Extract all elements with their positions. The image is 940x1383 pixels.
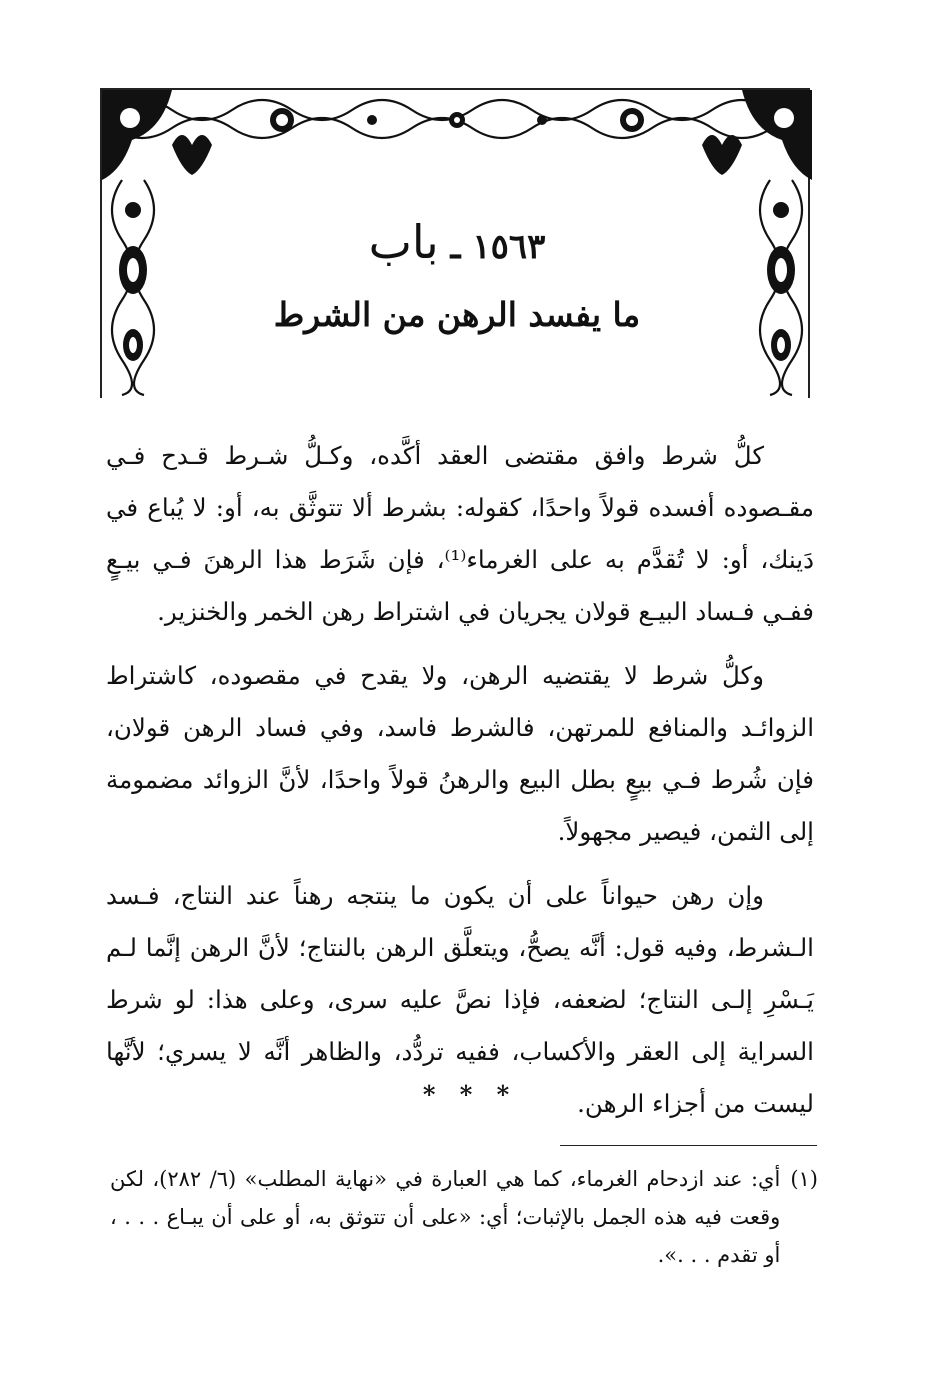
chapter-bab-word: باب — [368, 215, 439, 269]
paragraph-1: كلُّ شرط وافق مقتضى العقد أكَّده، وكـلُّ شـرط قـدح فـي مقـصوده أفسده قولاً واحدًا، كقوله: بشرط ألا تتوثَّق به، أو: لا يُباع في دَينك، أو: لا تُقدَّم به على الغرماء⁽¹⁾، فإن شَرَط هذا الرهنَ فـي بيـعٍ ففـي فـساد البيـع قولان يجريان في اشتراط رهن الخمر والخنزير. — [106, 441, 814, 626]
paragraph-3: وإن رهن حيواناً على أن يكون ما ينتجه رهناً عند النتاج، فـسد الـشرط، وفيه قول: أنَّه يصحُّ، ويتعلَّق الرهن بالنتاج؛ لأنَّ الرهن إنَّما لـم يَـسْرِ إلـى النتاج؛ لضعفه، فإذا نصَّ عليه سرى، وعلى هذا: لو شرط السراية إلى العقر والأكساب، ففيه تردُّد، والظاهر أنَّه لا يسري؛ لأنَّها ليست من أجزاء الرهن. — [106, 881, 814, 1118]
chapter-subtitle: ما يفسد الرهن من الشرط — [273, 295, 641, 334]
main-text — [106, 430, 814, 1142]
footnote-divider — [560, 1145, 817, 1146]
section-separator: * * * — [422, 1080, 518, 1109]
footnote — [110, 1160, 818, 1274]
footnote-number: (١) — [790, 1167, 818, 1191]
chapter-number: ١٥٦٣ ـ — [450, 227, 546, 267]
chapter-heading — [102, 215, 812, 269]
footnote-text: أي: عند ازدحام الغرماء، كما هي العبارة في «نهاية المطلب» (٦/ ٢٨٢)، لكن وقعت فيه هذه الجمل بالإثبات؛ أي: «على أن تتوثق به، أو على أن يبـاع . . . ، أو تقدم . . .». — [110, 1167, 781, 1267]
ornamental-header-frame — [100, 88, 810, 398]
paragraph-2: وكلُّ شرط لا يقتضيه الرهن، ولا يقدح في مقصوده، كاشتراط الزوائـد والمنافع للمرتهن، فالشرط فاسد، وفي فساد الرهن قولان، فإن شُرط فـي بيعٍ بطل البيع والرهنُ قولاً واحدًا، لأنَّ الزوائد مضمومة إلى الثمن، فيصير مجهولاً. — [106, 661, 814, 846]
